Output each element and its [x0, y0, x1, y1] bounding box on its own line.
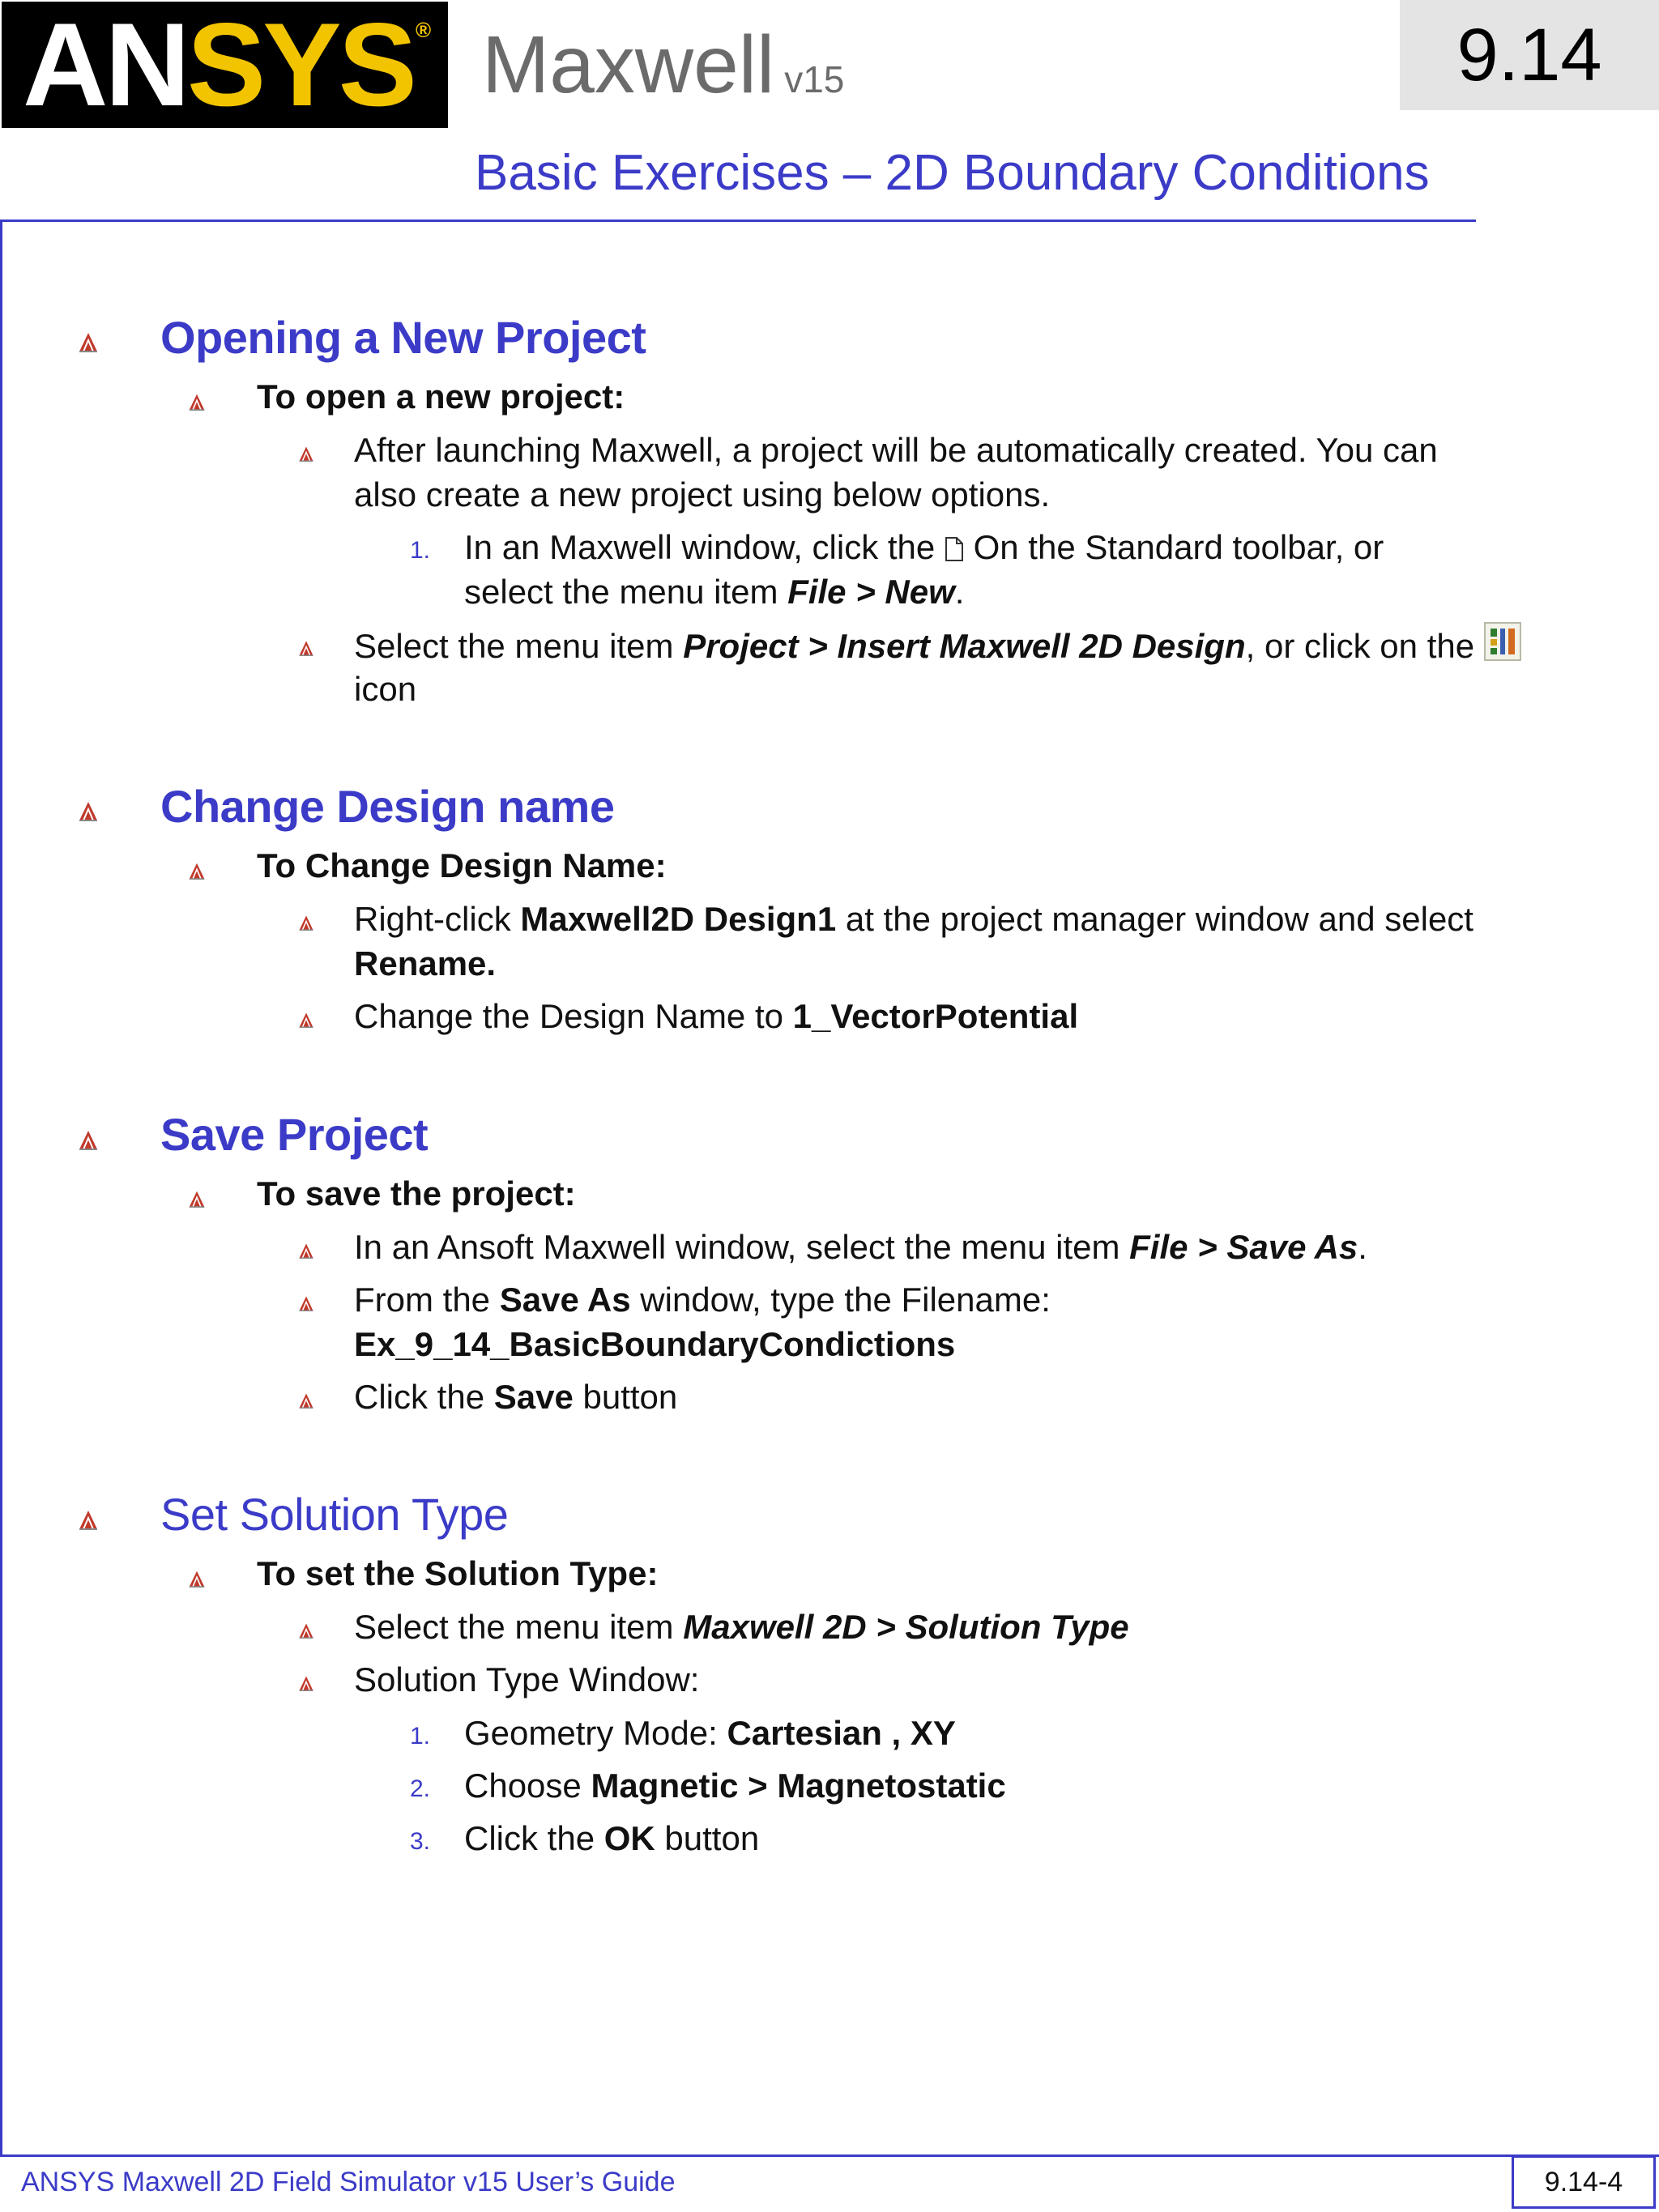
logo-sys: SYS: [186, 0, 415, 130]
text-fragment: .: [1358, 1228, 1367, 1266]
text-rename-l2: [354, 941, 496, 987]
text-rename-l1: [354, 897, 1473, 942]
bullet-arrow-icon: [298, 1011, 314, 1029]
solver-type-value: Magnetic > Magnetostatic: [591, 1767, 1006, 1805]
footer-guide-title: ANSYS Maxwell 2D Field Simulator v15 User’s Guide: [21, 2167, 676, 2197]
heading-change-design-name: Change Design name: [160, 781, 615, 832]
text-fragment: From the: [354, 1281, 491, 1319]
ansys-logo: [2, 2, 448, 128]
ok-button-label: OK: [603, 1819, 655, 1857]
bullet-arrow-icon: [78, 330, 99, 353]
subheading-open-project: To open a new project:: [257, 377, 625, 416]
subheading-save-project: To save the project:: [257, 1174, 576, 1213]
text-step-new-l1: [464, 525, 1384, 570]
text-fragment: select the menu item: [464, 573, 778, 611]
text-after-launching-l1: After launching Maxwell, a project will be automatically created. You can: [354, 431, 1438, 469]
text-fragment: Right-click: [354, 900, 511, 938]
bullet-arrow-icon: [188, 1189, 206, 1208]
text-click-ok: [464, 1816, 759, 1861]
heading-opening-project: Opening a New Project: [160, 312, 646, 363]
text-fragment: Select the menu item: [354, 627, 674, 665]
text-insert-design-l1: [354, 622, 1521, 669]
insert-2d-design-icon[interactable]: [1484, 622, 1521, 661]
header-rule: [0, 219, 1476, 222]
text-fragment: Click the: [464, 1819, 595, 1857]
bullet-arrow-icon: [298, 1674, 314, 1692]
footer-rule: [0, 2154, 1659, 2157]
bullet-arrow-icon: [78, 799, 99, 822]
text-fragment: , or click on the: [1245, 627, 1475, 665]
new-document-icon[interactable]: [945, 536, 964, 562]
bullet-arrow-icon: [298, 639, 314, 657]
bullet-arrow-icon: [298, 1622, 314, 1639]
text-fragment: at the project manager window and select: [845, 900, 1473, 938]
text-filename-l2: [354, 1322, 955, 1367]
text-choose-magnetostatic: [464, 1763, 1006, 1809]
product-title: [482, 19, 845, 110]
left-rule: [0, 219, 2, 2157]
save-as-window-name: Save As: [499, 1281, 631, 1319]
text-fragment: In an Ansoft Maxwell window, select the menu item: [354, 1228, 1120, 1266]
text-fragment: button: [664, 1819, 760, 1857]
text-after-launching-l2: also create a new project using below options.: [354, 475, 1051, 514]
project-filename: Ex_9_14_BasicBoundaryCondictions: [354, 1325, 956, 1363]
menu-path-file-new: File > New: [787, 573, 955, 611]
text-geometry-mode: [464, 1711, 956, 1756]
product-name: Maxwell: [482, 19, 775, 110]
text-save-as-menu: [354, 1225, 1367, 1270]
page-subtitle: Basic Exercises – 2D Boundary Conditions: [475, 145, 1430, 201]
text-filename-l1: [354, 1277, 1051, 1323]
text-fragment: In an Maxwell window, click the: [464, 528, 936, 566]
bullet-arrow-icon: [298, 1392, 314, 1409]
text-step-new-l2: [464, 569, 964, 615]
menu-path-save-as: File > Save As: [1129, 1228, 1358, 1266]
step-number: 3.: [410, 1828, 431, 1855]
step-number: 1.: [410, 537, 431, 564]
menu-path-solution-type: Maxwell 2D > Solution Type: [683, 1608, 1129, 1646]
section-number: 9.14: [1400, 0, 1659, 110]
design-name-default: Maxwell2D Design1: [520, 900, 837, 938]
text-solution-type-window: Solution Type Window:: [354, 1660, 700, 1698]
save-button-label: Save: [493, 1378, 574, 1416]
bullet-arrow-icon: [78, 1128, 99, 1151]
product-version: v15: [784, 58, 845, 100]
bullet-arrow-icon: [298, 1242, 314, 1259]
page-number: 9.14-4: [1512, 2155, 1656, 2209]
text-fragment: Change the Design Name to: [354, 997, 783, 1035]
geometry-mode-value: Cartesian , XY: [727, 1714, 956, 1752]
text-fragment: button: [582, 1378, 678, 1416]
design-name-new: 1_VectorPotential: [792, 997, 1079, 1035]
heading-set-solution-type: Set Solution Type: [160, 1489, 509, 1540]
text-insert-design-l2: icon: [354, 670, 417, 708]
bullet-arrow-icon: [188, 861, 206, 880]
bullet-arrow-icon: [78, 1508, 99, 1531]
text-click-save: [354, 1375, 677, 1420]
text-new-design-name: [354, 994, 1078, 1039]
step-number: 2.: [410, 1775, 431, 1802]
text-solution-type-menu: [354, 1605, 1129, 1650]
heading-save-project: Save Project: [160, 1109, 429, 1160]
text-fragment: window, type the Filename:: [640, 1281, 1051, 1319]
step-number: 1.: [410, 1723, 431, 1750]
logo-registered-mark: ®: [416, 18, 432, 42]
text-fragment: Choose: [464, 1767, 582, 1805]
rename-command: Rename.: [354, 944, 497, 982]
logo-an: AN: [23, 0, 187, 130]
text-fragment: Click the: [354, 1378, 485, 1416]
bullet-arrow-icon: [298, 1294, 314, 1312]
text-fragment: .: [954, 573, 965, 611]
subheading-set-solution-type: To set the Solution Type:: [257, 1554, 659, 1592]
text-fragment: Geometry Mode:: [464, 1714, 718, 1752]
text-fragment: On the Standard toolbar, or: [973, 528, 1384, 566]
bullet-arrow-icon: [188, 392, 206, 411]
subheading-change-design-name: To Change Design Name:: [257, 846, 667, 884]
menu-path-insert-design: Project > Insert Maxwell 2D Design: [683, 627, 1246, 665]
text-fragment: Select the menu item: [354, 1608, 674, 1646]
bullet-arrow-icon: [298, 445, 314, 462]
bullet-arrow-icon: [298, 914, 314, 931]
bullet-arrow-icon: [188, 1569, 206, 1588]
